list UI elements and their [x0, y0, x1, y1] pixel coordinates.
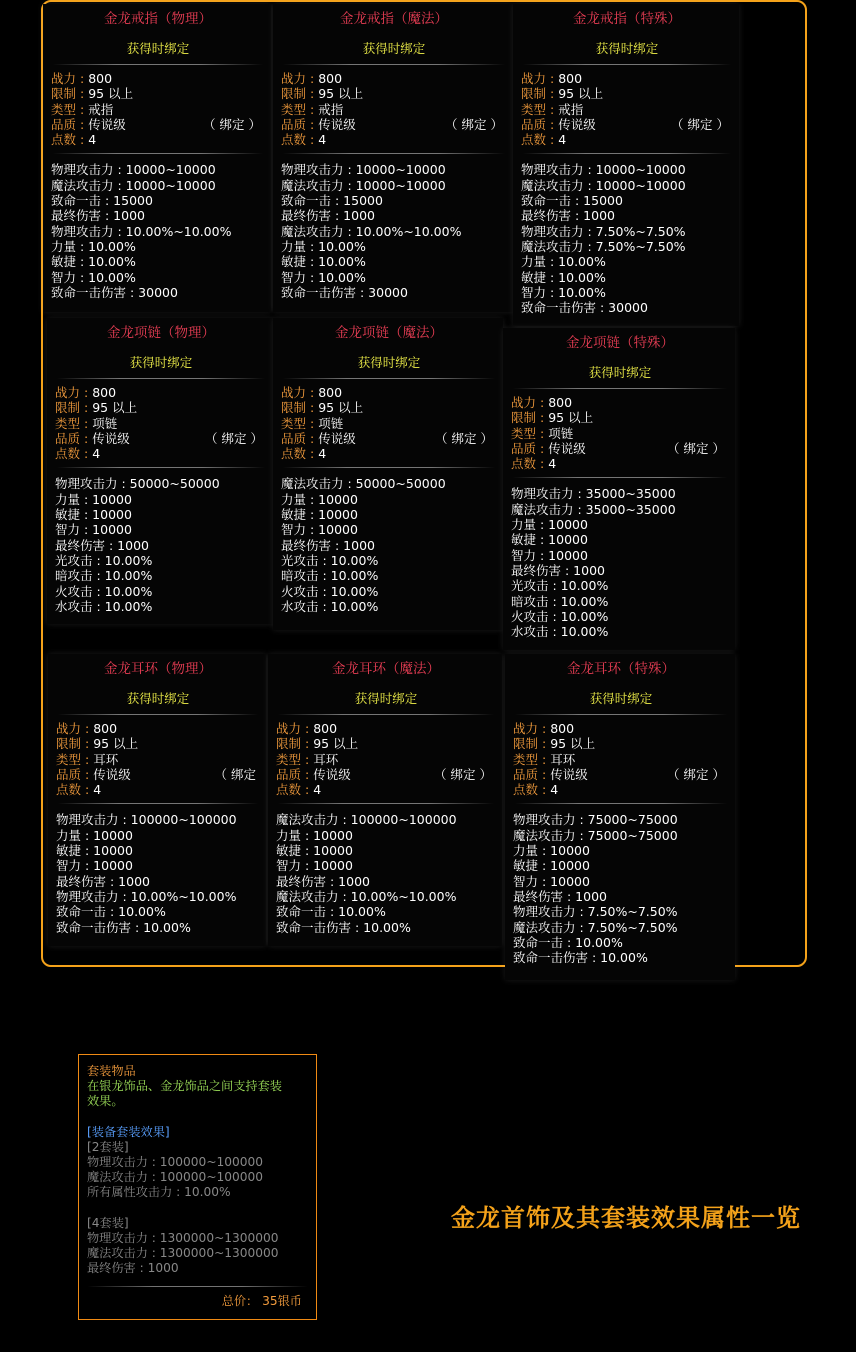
bound-indicator: （ 绑定 ） [434, 766, 492, 782]
stat-line: 敏捷 : 10000 [513, 858, 590, 874]
stat-line: 力量 : 10000 [513, 843, 590, 859]
attr-row-limit: 限制 : 95 以上 [51, 86, 134, 102]
attr-label: 战力 [56, 721, 82, 736]
item-tooltip-card [47, 318, 273, 624]
attr-row-type: 类型 : 戒指 [521, 101, 584, 117]
attr-row-type: 类型 : 项链 [281, 415, 344, 431]
attr-value: 传说级 [93, 766, 131, 782]
attr-label: 限制 [511, 410, 537, 426]
stat-line: 敏捷 : 10000 [56, 843, 133, 859]
stat-line: 力量 : 10000 [56, 827, 133, 843]
attr-row-quality: 品质 : 传说级 （ 绑定 ） [281, 116, 503, 132]
attr-row-power: 战力 : 800 [55, 385, 117, 400]
bound-indicator: （ 绑定 [214, 766, 256, 782]
stat-line: 智力 : 10.00% [51, 269, 136, 285]
stat-line: 智力 : 10000 [513, 873, 590, 889]
attr-label: 类型 [281, 415, 307, 431]
stat-line: 致命一击 : 15000 [51, 193, 153, 209]
attr-row-type: 类型 : 项链 [511, 425, 574, 441]
attr-value: 传说级 [318, 116, 356, 132]
divider [278, 803, 494, 804]
item-title: 金龙戒指（魔法） [340, 11, 448, 27]
attr-row-type: 类型 : 耳环 [513, 751, 576, 767]
set4-header: [4套装] [87, 1215, 129, 1230]
attr-value: 项链 [548, 425, 574, 441]
attr-value: 戒指 [88, 101, 114, 117]
attr-label: 限制 [276, 736, 302, 752]
attr-row-points: 点数 : 4 [511, 456, 557, 472]
attr-value: 4 [318, 132, 327, 148]
stat-line: 致命一击伤害 : 30000 [521, 300, 648, 316]
stat-line: 智力 : 10000 [56, 858, 133, 874]
page-heading: 金龙首饰及其套装效果属性一览 [451, 1204, 801, 1232]
stat-line: 物理攻击力 : 10000~10000 [51, 162, 216, 178]
stat-line: 最终伤害 : 1000 [281, 208, 375, 224]
divider [523, 64, 731, 65]
attr-row-quality: 品质 : 传说级 （ 绑定 [56, 766, 256, 782]
attr-label: 限制 [51, 86, 77, 102]
bind-status: 获得时绑定 [129, 355, 193, 370]
bind-status: 获得时绑定 [126, 41, 190, 56]
attr-row-power: 战力 : 800 [521, 71, 583, 86]
attr-row-power: 战力 : 800 [281, 385, 343, 400]
attr-value: 95 以上 [92, 400, 138, 416]
item-title: 金龙戒指（特殊） [573, 11, 681, 27]
item-tooltip-card [273, 318, 503, 630]
attr-label: 战力 [521, 71, 547, 86]
attr-label: 战力 [281, 385, 307, 400]
bound-indicator: （ 绑定 ） [667, 766, 725, 782]
attr-value: 项链 [318, 415, 344, 431]
stat-line: 致命一击 : 10.00% [513, 934, 623, 950]
stat-line: 魔法攻击力 : 10000~10000 [521, 177, 686, 193]
attr-label: 战力 [511, 395, 537, 410]
bind-status: 获得时绑定 [588, 365, 652, 380]
set4-stat: 物理攻击力 : 1300000~1300000 [87, 1230, 279, 1245]
attr-row-limit: 限制 : 95 以上 [281, 400, 364, 416]
attr-value: 4 [558, 132, 567, 148]
attr-row-limit: 限制 : 95 以上 [513, 736, 596, 752]
attr-label: 类型 [276, 751, 302, 767]
attr-row-power: 战力 : 800 [56, 721, 118, 736]
stat-line: 敏捷 : 10000 [276, 843, 353, 859]
attr-value: 4 [88, 132, 97, 148]
attr-value: 800 [92, 385, 117, 400]
stat-line: 火攻击 : 10.00% [55, 583, 153, 599]
attr-value: 4 [93, 782, 102, 798]
attr-value: 4 [548, 456, 557, 472]
item-title: 金龙戒指（物理） [104, 11, 212, 27]
stat-line: 火攻击 : 10.00% [511, 608, 609, 624]
attr-row-type: 类型 : 项链 [55, 415, 118, 431]
attr-label: 点数 [513, 782, 539, 798]
divider [57, 378, 265, 379]
attr-label: 品质 [276, 766, 302, 782]
set-description-line-1: 在银龙饰品、金龙饰品之间支持套装 [87, 1079, 282, 1094]
attr-value: 95 以上 [318, 86, 364, 102]
attr-value: 800 [548, 395, 573, 410]
stat-line: 光攻击 : 10.00% [281, 552, 379, 568]
divider [513, 388, 727, 389]
stat-line: 敏捷 : 10.00% [281, 254, 366, 270]
attr-label: 类型 [281, 101, 307, 117]
stat-line: 最终伤害 : 1000 [51, 208, 145, 224]
item-title: 金龙项链（特殊） [566, 335, 674, 351]
set4-stat: 最终伤害 : 1000 [87, 1261, 179, 1276]
attr-row-points: 点数 : 4 [521, 132, 567, 148]
stat-line: 物理攻击力 : 35000~35000 [511, 486, 676, 502]
item-tooltip-card [268, 654, 502, 946]
stat-line: 敏捷 : 10.00% [521, 269, 606, 285]
stat-line: 最终伤害 : 1000 [511, 562, 605, 578]
attr-label: 点数 [511, 456, 537, 472]
stat-line: 智力 : 10.00% [281, 269, 366, 285]
bind-status: 获得时绑定 [126, 691, 190, 706]
attr-label: 品质 [511, 440, 537, 456]
set2-stat: 魔法攻击力 : 100000~100000 [87, 1170, 264, 1185]
stat-line: 物理攻击力 : 10.00%~10.00% [56, 888, 237, 904]
stat-line: 致命一击伤害 : 30000 [281, 284, 408, 300]
attr-label: 战力 [276, 721, 302, 736]
stat-line: 物理攻击力 : 7.50%~7.50% [513, 904, 678, 920]
attr-label: 点数 [51, 132, 77, 148]
set-title: 套装物品 [87, 1064, 136, 1078]
attr-label: 品质 [51, 116, 77, 132]
attr-label: 限制 [56, 736, 82, 752]
stat-line: 力量 : 10.00% [521, 254, 606, 270]
stat-line: 魔法攻击力 : 35000~35000 [511, 501, 676, 517]
attr-row-points: 点数 : 4 [56, 782, 102, 798]
item-tooltip-card [43, 4, 271, 312]
attr-label: 点数 [521, 132, 547, 148]
divider [53, 153, 263, 154]
divider [57, 467, 265, 468]
stat-line: 魔法攻击力 : 10.00%~10.00% [276, 888, 457, 904]
stat-line: 致命一击伤害 : 10.00% [513, 950, 648, 966]
divider [283, 64, 505, 65]
attr-value: 4 [550, 782, 559, 798]
stat-line: 暗攻击 : 10.00% [511, 593, 609, 609]
attr-value: 传说级 [313, 766, 351, 782]
attr-label: 品质 [281, 116, 307, 132]
stat-line: 力量 : 10000 [511, 517, 588, 533]
stat-line: 魔法攻击力 : 75000~75000 [513, 827, 678, 843]
bound-indicator: （ 绑定 ） [435, 430, 493, 446]
attr-row-quality: 品质 : 传说级 （ 绑定 ） [281, 430, 493, 446]
attr-row-power: 战力 : 800 [276, 721, 338, 736]
attr-value: 传说级 [548, 440, 586, 456]
item-tooltip-card [503, 328, 735, 650]
stat-line: 物理攻击力 : 75000~75000 [513, 812, 678, 828]
stat-line: 火攻击 : 10.00% [281, 583, 379, 599]
attr-row-type: 类型 : 耳环 [56, 751, 119, 767]
stat-line: 敏捷 : 10000 [511, 532, 588, 548]
attr-value: 耳环 [550, 751, 576, 767]
attr-value: 95 以上 [313, 736, 359, 752]
attr-value: 800 [88, 71, 113, 86]
attr-value: 耳环 [313, 751, 339, 767]
attr-value: 传说级 [92, 430, 130, 446]
stat-line: 物理攻击力 : 100000~100000 [56, 812, 237, 828]
attr-value: 95 以上 [93, 736, 139, 752]
attr-value: 耳环 [93, 751, 119, 767]
stat-line: 水攻击 : 10.00% [55, 598, 153, 614]
attr-value: 4 [318, 446, 327, 462]
divider [283, 378, 495, 379]
stat-line: 力量 : 10000 [281, 491, 358, 507]
item-title: 金龙项链（魔法） [335, 325, 443, 341]
stat-line: 最终伤害 : 1000 [521, 208, 615, 224]
attr-row-limit: 限制 : 95 以上 [276, 736, 359, 752]
divider [283, 153, 505, 154]
bound-indicator: （ 绑定 ） [203, 116, 261, 132]
price-divider [87, 1286, 308, 1287]
attr-label: 类型 [55, 415, 81, 431]
stat-line: 魔法攻击力 : 100000~100000 [276, 812, 457, 828]
attr-label: 类型 [513, 751, 539, 767]
stat-line: 最终伤害 : 1000 [55, 537, 149, 553]
set2-header: [2套装] [87, 1139, 129, 1154]
divider [515, 803, 727, 804]
stat-line: 敏捷 : 10000 [281, 507, 358, 523]
stat-line: 物理攻击力 : 10.00%~10.00% [51, 223, 232, 239]
attr-label: 点数 [281, 446, 307, 462]
attr-value: 传说级 [558, 116, 596, 132]
attr-row-quality: 品质 : 传说级 （ 绑定 ） [511, 440, 725, 456]
attr-value: 戒指 [318, 101, 344, 117]
attr-row-power: 战力 : 800 [281, 71, 343, 86]
attr-label: 战力 [55, 385, 81, 400]
attr-label: 品质 [55, 430, 81, 446]
attr-row-limit: 限制 : 95 以上 [281, 86, 364, 102]
stat-line: 水攻击 : 10.00% [511, 624, 609, 640]
set-description-line-2: 效果。 [87, 1094, 124, 1109]
item-tooltip-card [48, 654, 266, 946]
attr-label: 类型 [51, 101, 77, 117]
stat-line: 致命一击伤害 : 10.00% [56, 919, 191, 935]
stat-line: 暗攻击 : 10.00% [281, 568, 379, 584]
attr-value: 95 以上 [88, 86, 134, 102]
attr-value: 项链 [92, 415, 118, 431]
attr-row-power: 战力 : 800 [511, 395, 573, 410]
attr-value: 戒指 [558, 101, 584, 117]
attr-value: 95 以上 [548, 410, 594, 426]
stat-line: 致命一击伤害 : 10.00% [276, 919, 411, 935]
stat-line: 物理攻击力 : 50000~50000 [55, 476, 220, 492]
attr-row-quality: 品质 : 传说级 （ 绑定 ） [513, 766, 725, 782]
attr-label: 战力 [51, 71, 77, 86]
stat-line: 最终伤害 : 1000 [281, 537, 375, 553]
attr-row-limit: 限制 : 95 以上 [56, 736, 139, 752]
attr-value: 800 [550, 721, 575, 736]
stat-line: 魔法攻击力 : 7.50%~7.50% [521, 238, 686, 254]
divider [513, 477, 727, 478]
attr-label: 品质 [521, 116, 547, 132]
item-tooltip-card [505, 654, 735, 980]
divider [58, 803, 258, 804]
attr-value: 传说级 [318, 430, 356, 446]
attr-value: 800 [313, 721, 338, 736]
attr-row-points: 点数 : 4 [281, 132, 327, 148]
stat-line: 力量 : 10.00% [281, 238, 366, 254]
stat-line: 力量 : 10000 [55, 491, 132, 507]
stat-line: 敏捷 : 10.00% [51, 254, 136, 270]
stat-line: 力量 : 10.00% [51, 238, 136, 254]
divider [58, 714, 258, 715]
attr-row-limit: 限制 : 95 以上 [55, 400, 138, 416]
attr-label: 品质 [281, 430, 307, 446]
set-effect-header: [装备套装效果] [87, 1124, 170, 1139]
stat-line: 敏捷 : 10000 [55, 507, 132, 523]
set-effect-tooltip [78, 1054, 317, 1320]
attr-row-points: 点数 : 4 [276, 782, 322, 798]
stat-line: 致命一击伤害 : 30000 [51, 284, 178, 300]
attr-label: 点数 [55, 446, 81, 462]
item-tooltip-card [273, 4, 513, 312]
attr-row-points: 点数 : 4 [513, 782, 559, 798]
attr-row-power: 战力 : 800 [513, 721, 575, 736]
divider [53, 64, 263, 65]
bind-status: 获得时绑定 [362, 41, 426, 56]
attr-row-quality: 品质 : 传说级 （ 绑定 ） [276, 766, 492, 782]
attr-label: 限制 [55, 400, 81, 416]
attr-row-points: 点数 : 4 [281, 446, 327, 462]
divider [515, 714, 727, 715]
divider [278, 714, 494, 715]
attr-label: 品质 [513, 766, 539, 782]
bind-status: 获得时绑定 [354, 691, 418, 706]
attr-label: 限制 [281, 400, 307, 416]
attr-value: 传说级 [88, 116, 126, 132]
attr-label: 战力 [513, 721, 539, 736]
bound-indicator: （ 绑定 ） [671, 116, 729, 132]
attr-label: 类型 [511, 425, 537, 441]
stat-line: 致命一击 : 10.00% [56, 904, 166, 920]
stat-line: 最终伤害 : 1000 [513, 888, 607, 904]
attr-row-points: 点数 : 4 [55, 446, 101, 462]
attr-label: 限制 [281, 86, 307, 102]
attr-value: 95 以上 [318, 400, 364, 416]
attr-value: 4 [313, 782, 322, 798]
attr-row-type: 类型 : 戒指 [281, 101, 344, 117]
attr-row-quality: 品质 : 传说级 （ 绑定 ） [521, 116, 729, 132]
stat-line: 最终伤害 : 1000 [56, 873, 150, 889]
bind-status: 获得时绑定 [589, 691, 653, 706]
attr-value: 4 [92, 446, 101, 462]
item-tooltip-card [513, 4, 739, 326]
total-price: 总价： 35银币 [221, 1293, 302, 1308]
stat-line: 智力 : 10.00% [521, 284, 606, 300]
bound-indicator: （ 绑定 ） [205, 430, 263, 446]
set4-stat: 魔法攻击力 : 1300000~1300000 [87, 1246, 279, 1261]
stat-line: 魔法攻击力 : 10000~10000 [51, 177, 216, 193]
attr-label: 点数 [276, 782, 302, 798]
bind-status: 获得时绑定 [595, 41, 659, 56]
attr-row-type: 类型 : 耳环 [276, 751, 339, 767]
attr-row-quality: 品质 : 传说级 （ 绑定 ） [51, 116, 261, 132]
attr-value: 传说级 [550, 766, 588, 782]
attr-label: 限制 [513, 736, 539, 752]
divider [283, 467, 495, 468]
stat-line: 力量 : 10000 [276, 827, 353, 843]
attr-row-points: 点数 : 4 [51, 132, 97, 148]
attr-value: 800 [318, 385, 343, 400]
attr-label: 限制 [521, 86, 547, 102]
set2-stat: 所有属性攻击力 : 10.00% [87, 1185, 231, 1200]
stat-line: 暗攻击 : 10.00% [55, 568, 153, 584]
attr-row-limit: 限制 : 95 以上 [521, 86, 604, 102]
stat-line: 最终伤害 : 1000 [276, 873, 370, 889]
attr-label: 类型 [56, 751, 82, 767]
item-title: 金龙耳环（魔法） [332, 661, 440, 677]
stat-line: 魔法攻击力 : 50000~50000 [281, 476, 446, 492]
item-title: 金龙项链（物理） [107, 325, 215, 341]
bound-indicator: （ 绑定 ） [445, 116, 503, 132]
stat-line: 物理攻击力 : 10000~10000 [521, 162, 686, 178]
stat-line: 物理攻击力 : 7.50%~7.50% [521, 223, 686, 239]
bound-indicator: （ 绑定 ） [667, 440, 725, 456]
attr-value: 800 [318, 71, 343, 86]
bind-status: 获得时绑定 [357, 355, 421, 370]
attr-value: 800 [93, 721, 118, 736]
attr-value: 95 以上 [558, 86, 604, 102]
stat-line: 物理攻击力 : 10000~10000 [281, 162, 446, 178]
stat-line: 智力 : 10000 [276, 858, 353, 874]
attr-row-limit: 限制 : 95 以上 [511, 410, 594, 426]
attr-value: 800 [558, 71, 583, 86]
stat-line: 致命一击 : 10.00% [276, 904, 386, 920]
stat-line: 魔法攻击力 : 10.00%~10.00% [281, 223, 462, 239]
stat-line: 水攻击 : 10.00% [281, 598, 379, 614]
attr-value: 95 以上 [550, 736, 596, 752]
attr-label: 战力 [281, 71, 307, 86]
stat-line: 魔法攻击力 : 10000~10000 [281, 177, 446, 193]
stat-line: 智力 : 10000 [281, 522, 358, 538]
attr-row-power: 战力 : 800 [51, 71, 113, 86]
divider [523, 153, 731, 154]
attr-label: 品质 [56, 766, 82, 782]
attr-label: 点数 [56, 782, 82, 798]
attr-row-type: 类型 : 戒指 [51, 101, 114, 117]
stat-line: 智力 : 10000 [55, 522, 132, 538]
attr-label: 类型 [521, 101, 547, 117]
stat-line: 智力 : 10000 [511, 547, 588, 563]
attr-label: 点数 [281, 132, 307, 148]
stat-line: 光攻击 : 10.00% [55, 552, 153, 568]
stat-line: 致命一击 : 15000 [281, 193, 383, 209]
attr-row-quality: 品质 : 传说级 （ 绑定 ） [55, 430, 263, 446]
stat-line: 光攻击 : 10.00% [511, 578, 609, 594]
item-title: 金龙耳环（特殊） [567, 661, 675, 677]
item-title: 金龙耳环（物理） [104, 661, 212, 677]
stat-line: 致命一击 : 15000 [521, 193, 623, 209]
stat-line: 魔法攻击力 : 7.50%~7.50% [513, 919, 678, 935]
set2-stat: 物理攻击力 : 100000~100000 [87, 1155, 264, 1170]
